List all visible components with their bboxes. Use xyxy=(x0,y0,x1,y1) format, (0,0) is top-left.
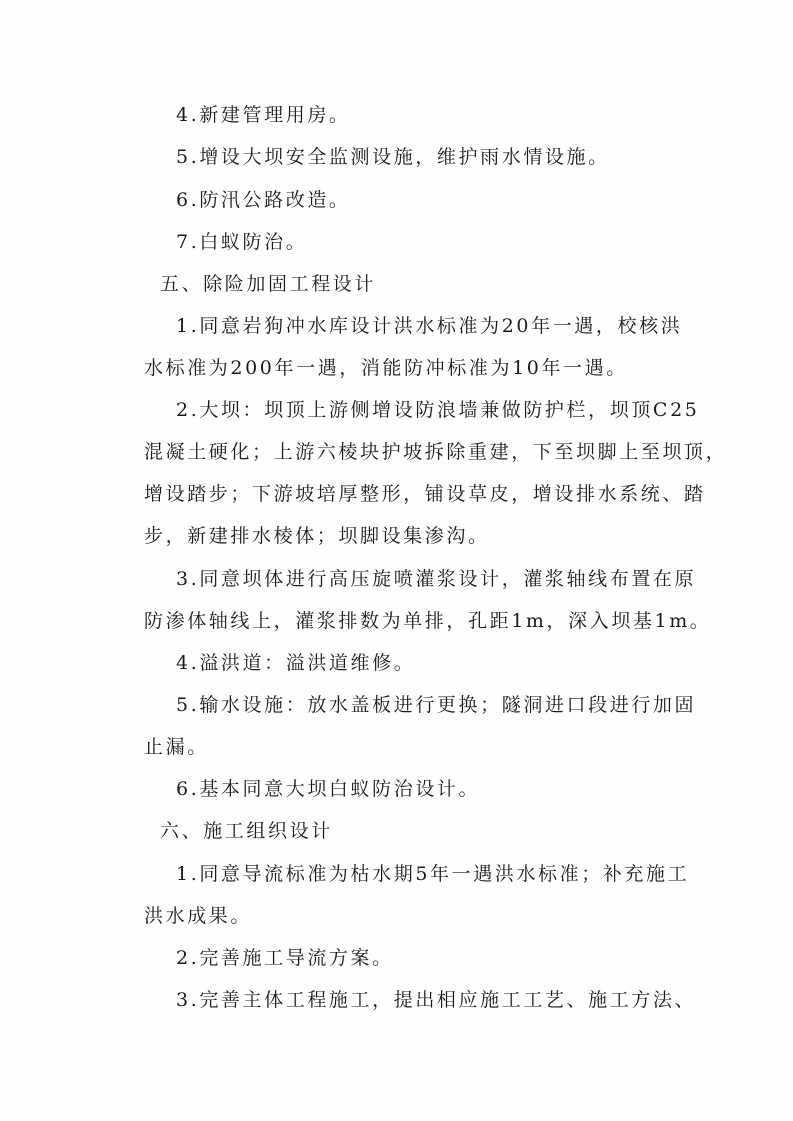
item-7-termite-control: 7.白蚁防治。 xyxy=(176,231,308,253)
s5-item-6-termite-design: 6.基本同意大坝白蚁防治设计。 xyxy=(176,778,481,800)
item-4-new-management-building: 4.新建管理用房。 xyxy=(176,104,351,126)
item-6-flood-road: 6.防汛公路改造。 xyxy=(176,189,351,211)
section-6-heading: 六、施工组织设计 xyxy=(160,820,333,842)
s5-item-2-line-2: 混凝土硬化；上游六棱块护坡拆除重建，下至坝脚上至坝顶， xyxy=(144,441,728,463)
s6-item-1-line-1: 1.同意导流标准为枯水期5年一遇洪水标准；补充施工 xyxy=(176,863,690,885)
s5-item-3-line-1: 3.同意坝体进行高压旋喷灌浆设计，灌浆轴线布置在原 xyxy=(176,568,697,590)
s6-item-2-diversion: 2.完善施工导流方案。 xyxy=(176,947,394,969)
s5-item-2-line-3: 增设踏步；下游坡培厚整形，铺设草皮，增设排水系统、踏 xyxy=(144,483,706,505)
s5-item-1-line-2: 水标准为200年一遇，消能防冲标准为10年一遇。 xyxy=(144,357,628,379)
s5-item-4-spillway: 4.溢洪道：溢洪道维修。 xyxy=(176,652,416,674)
s6-item-1-line-2: 洪水成果。 xyxy=(144,905,253,927)
s5-item-5-line-2: 止漏。 xyxy=(144,736,209,758)
s5-item-5-line-1: 5.输水设施：放水盖板进行更换；隧洞进口段进行加固 xyxy=(176,694,697,716)
item-5-dam-monitoring: 5.增设大坝安全监测设施，维护雨水情设施。 xyxy=(176,146,610,168)
s5-item-3-line-2: 防渗体轴线上，灌浆排数为单排，孔距1m，深入坝基1m。 xyxy=(144,610,712,632)
s5-item-1-line-1: 1.同意岩狗冲水库设计洪水标准为20年一遇，校核洪 xyxy=(176,315,683,337)
s5-item-2-line-4: 步，新建排水棱体；坝脚设集渗沟。 xyxy=(144,525,490,547)
s6-item-3-line-1: 3.完善主体工程施工，提出相应施工工艺、施工方法、 xyxy=(176,989,697,1011)
s5-item-2-line-1: 2.大坝：坝顶上游侧增设防浪墙兼做防护栏，坝顶C25 xyxy=(176,399,700,421)
section-5-heading: 五、除险加固工程设计 xyxy=(160,273,377,295)
